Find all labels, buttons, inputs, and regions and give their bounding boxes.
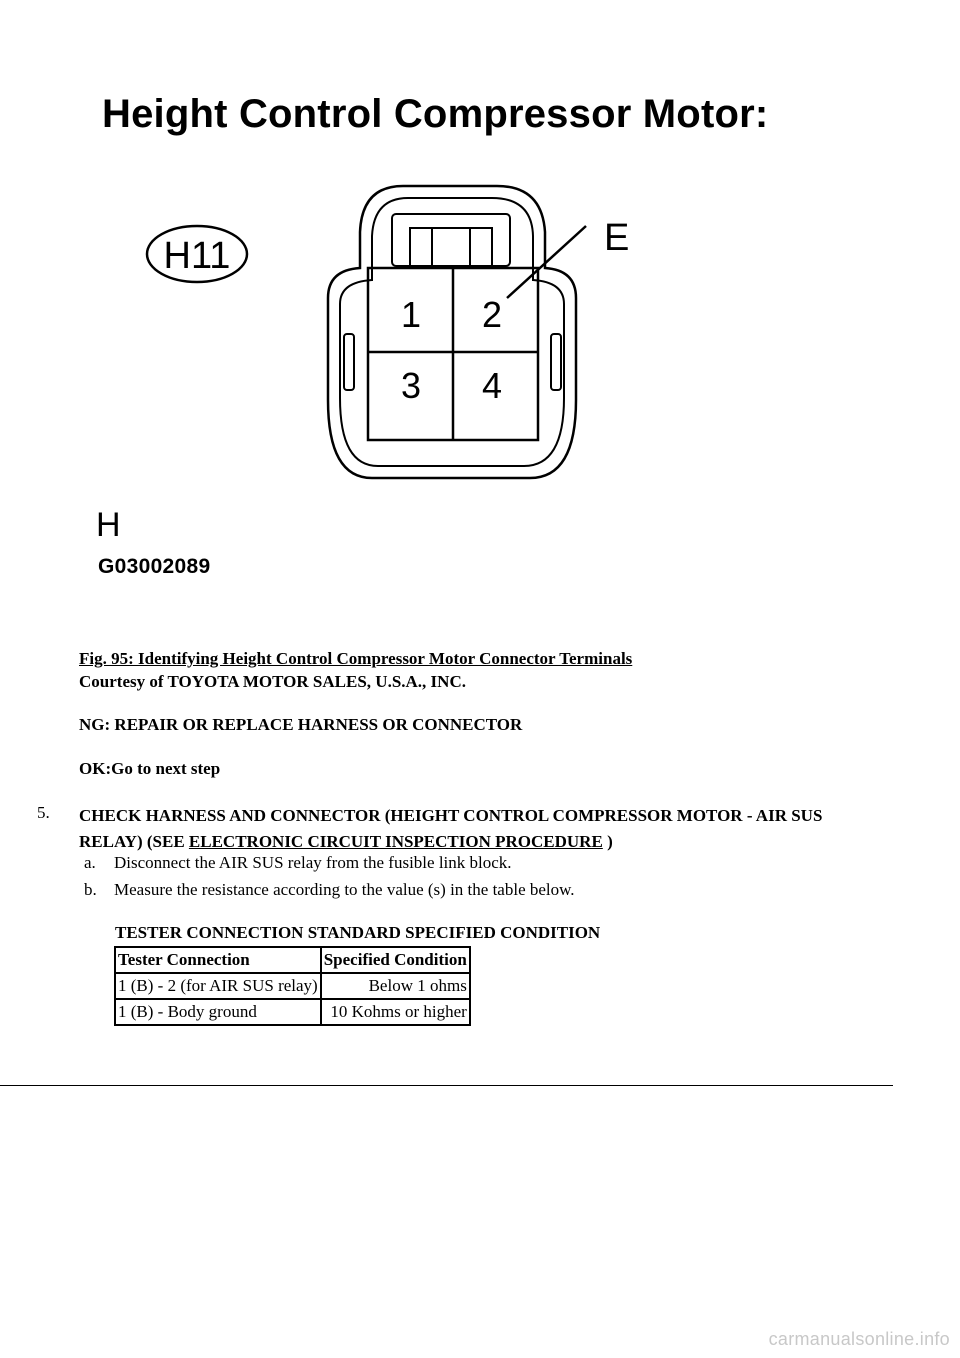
view-letter-label: E — [604, 217, 630, 259]
connector-figure — [0, 0, 960, 620]
lock-tab-inner — [410, 228, 492, 266]
table-heading: TESTER CONNECTION STANDARD SPECIFIED CONDITION — [115, 923, 601, 942]
ng-result: NG: REPAIR OR REPLACE HARNESS OR CONNECTOR — [79, 715, 523, 734]
step-number: 5. — [37, 803, 50, 822]
watermark: carmanualsonline.info — [768, 1329, 950, 1349]
ok-result: OK:Go to next step — [79, 759, 221, 778]
right-latch — [551, 334, 561, 390]
spec-table — [114, 946, 471, 1026]
left-latch — [344, 334, 354, 390]
column-header: Tester Connection — [115, 947, 321, 973]
figure-title: Height Control Compressor Motor: — [102, 92, 769, 136]
pin-2-label: 2 — [481, 294, 503, 335]
figure-link[interactable]: Fig. 95: Identifying Height Control Compressor Motor Connector Terminals — [79, 649, 633, 668]
step-title: CHECK HARNESS AND CONNECTOR (HEIGHT CONTROL COMPRESSOR MOTOR - AIR SUS RELAY) (SEE ELECTRONIC CIRCUIT INSPECTION PROCEDURE ) — [79, 806, 823, 851]
pin-4-label: 4 — [481, 365, 503, 406]
side-label: H — [96, 506, 121, 544]
table-header-row — [115, 947, 470, 973]
column-header: Specified Condition — [321, 947, 470, 973]
table-cell: Below 1 ohms — [321, 973, 470, 999]
table-row — [115, 999, 470, 1025]
connector-id-label: H11 — [163, 235, 231, 277]
table-cell: 10 Kohms or higher — [321, 999, 470, 1025]
procedure-link[interactable]: ELECTRONIC CIRCUIT INSPECTION PROCEDURE — [188, 832, 603, 851]
table-cell: 1 (B) - 2 (for AIR SUS relay) — [115, 973, 321, 999]
courtesy-line: Courtesy of TOYOTA MOTOR SALES, U.S.A., INC. — [79, 672, 466, 691]
pin-3-label: 3 — [400, 365, 422, 406]
connector-diagram — [0, 0, 960, 620]
table-cell: 1 (B) - Body ground — [115, 999, 321, 1025]
table-row — [115, 973, 470, 999]
figure-code: G03002089 — [98, 555, 211, 578]
page-divider — [0, 1085, 893, 1086]
pin-1-label: 1 — [400, 294, 422, 335]
